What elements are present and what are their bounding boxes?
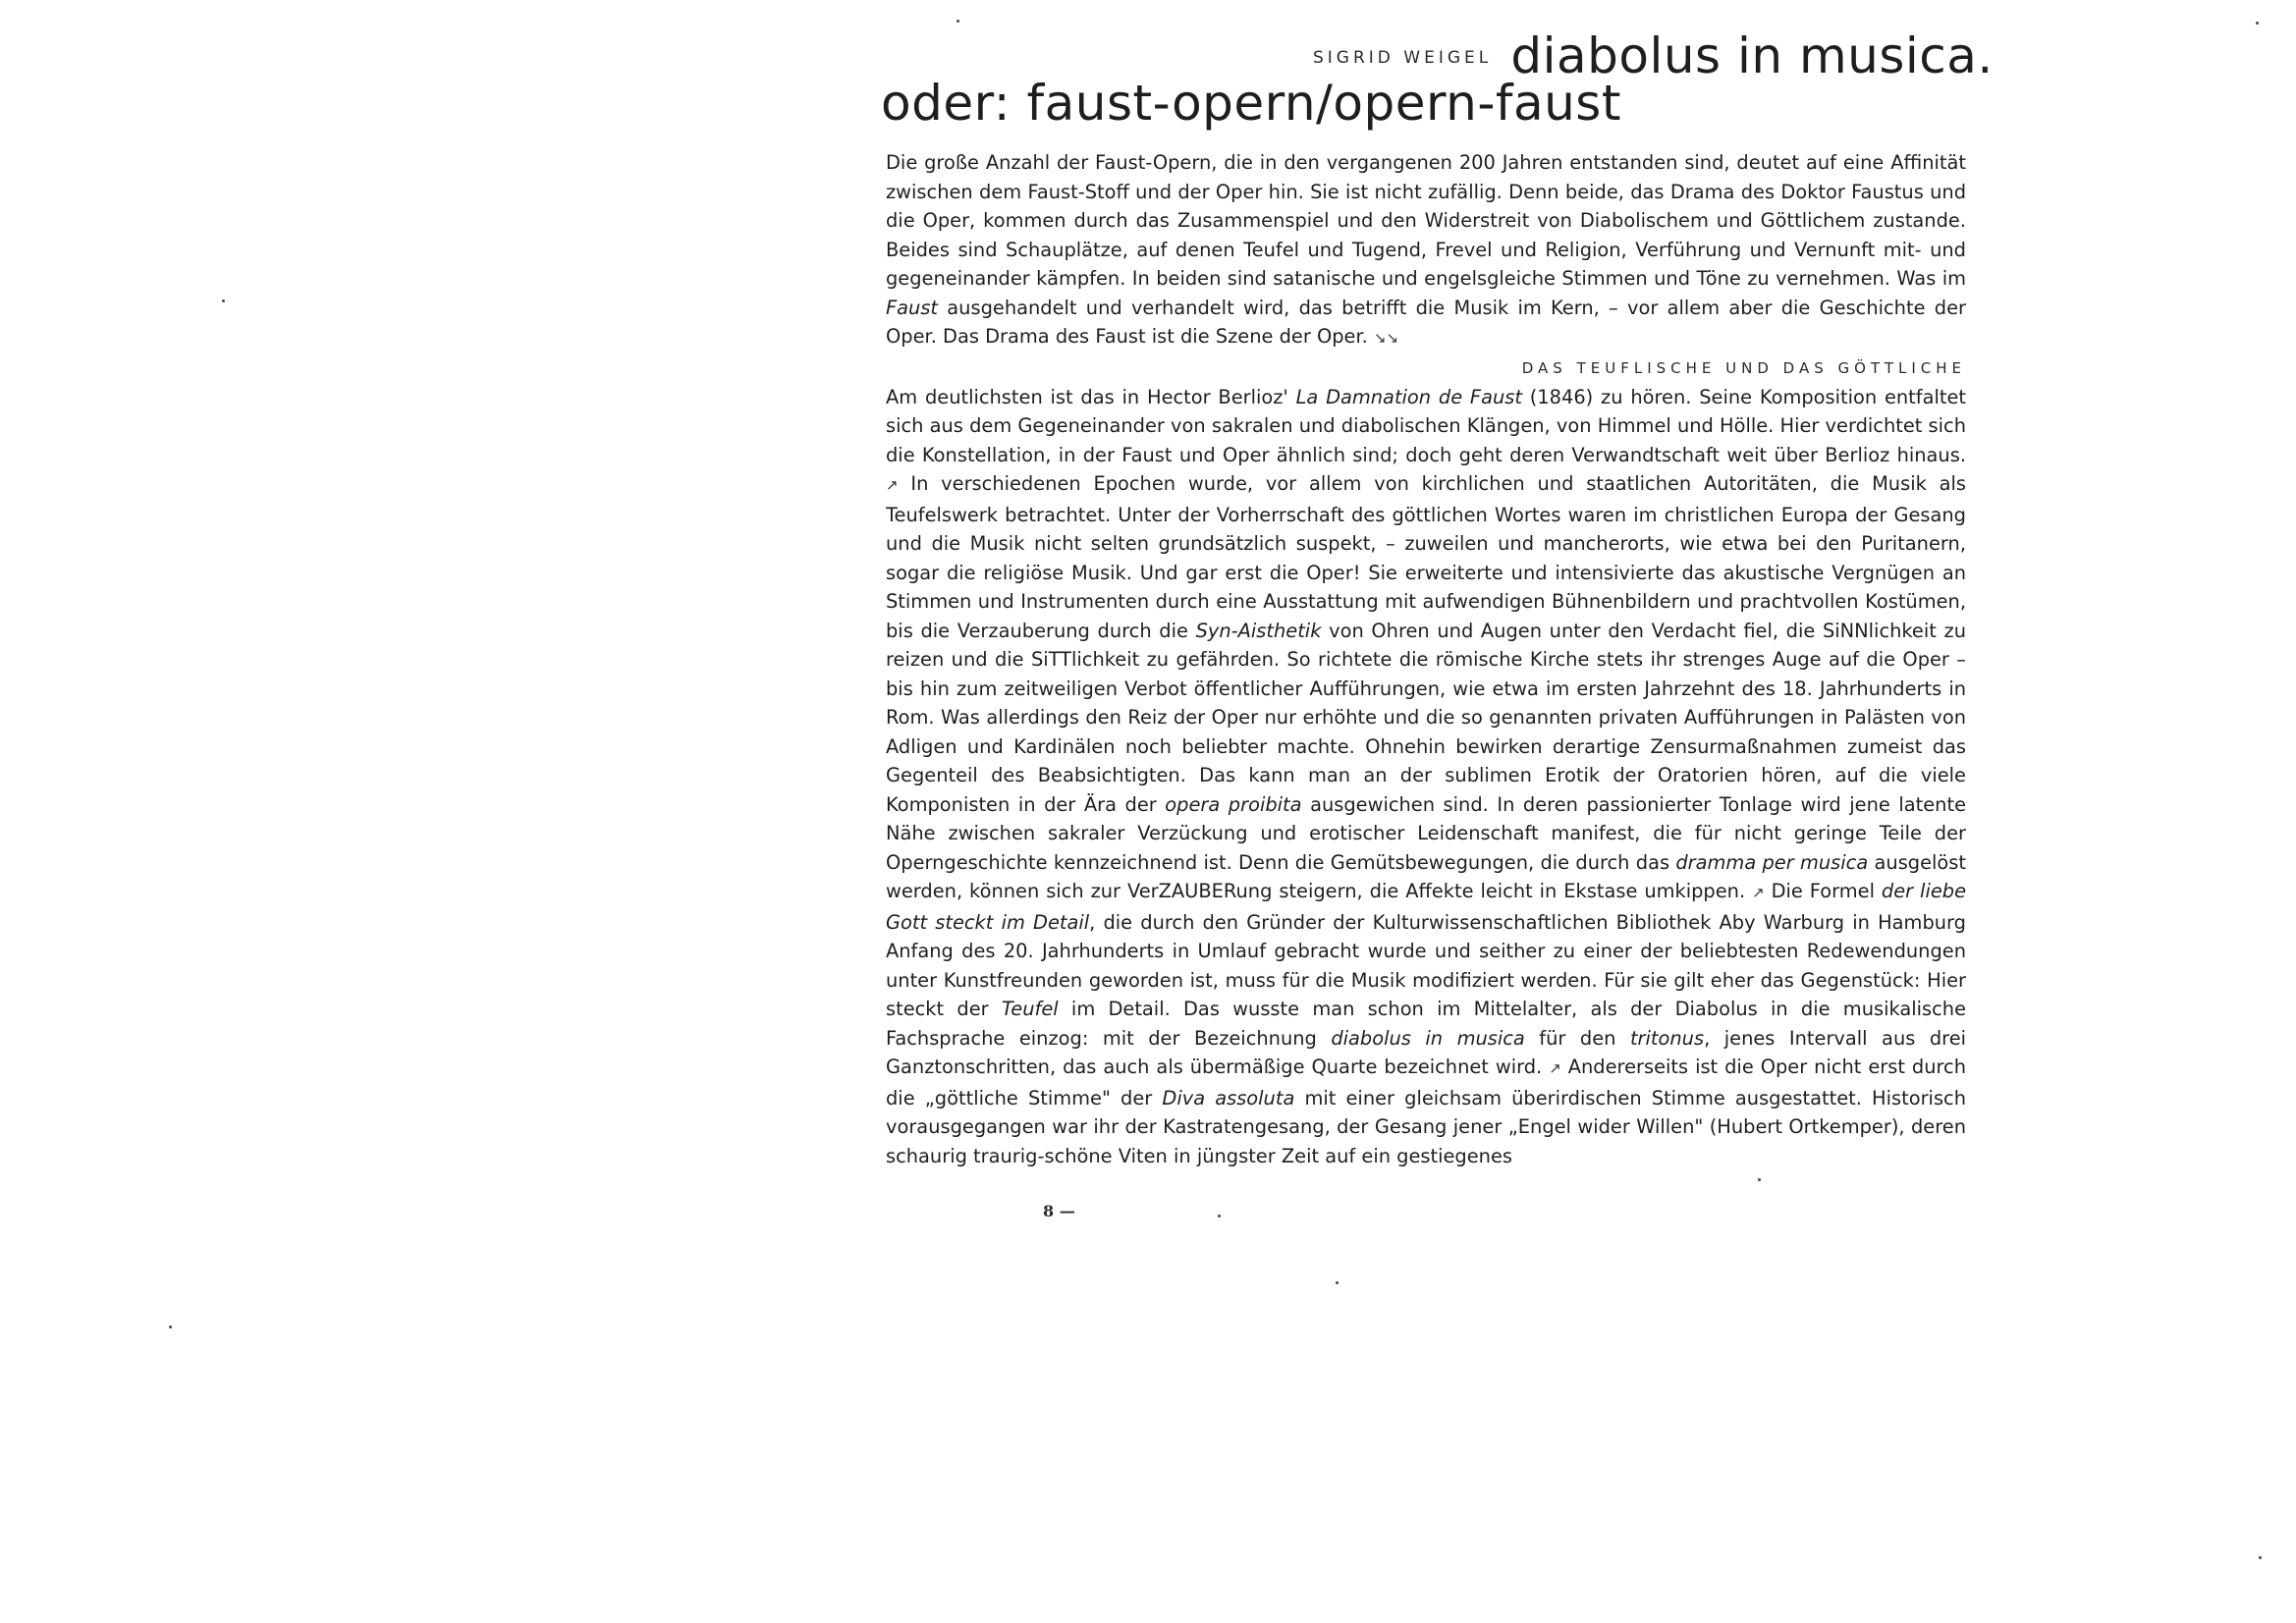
scan-speck (1336, 1281, 1339, 1284)
emphasis: Faust (886, 296, 939, 319)
scan-speck (2259, 1556, 2262, 1559)
emphasis: Syn-Aisthetik (1195, 619, 1322, 642)
text-run: ausgewichen sind. In deren passionierter Tonlage wird jene latente Nähe zwischen sakraler Verzückung und erotischer Leidenschaft manifest, die für nicht geringe Teile der Operngeschichte kennzeichnend ist. Denn die Gemütsbewegungen, die durch das (886, 792, 1967, 874)
scan-speck (222, 299, 225, 302)
text-run: ausgelöst werden, können sich zur VerZAUBERung steigern, die Affekte leicht in Ekstase umkippen. (886, 850, 1966, 902)
cross-reference-arrow-icon: ↗ (886, 476, 899, 494)
text-run: für den (1524, 1026, 1630, 1050)
text-run: , jenes Intervall aus drei Ganztonschritten, das auch als übermäßige Quarte bezeichnet wird. (886, 1026, 1967, 1078)
cross-reference-arrow-icon: ↗ (1549, 1059, 1561, 1077)
emphasis: dramma per musica (1675, 850, 1869, 874)
author-name: SIGRID WEIGEL (1313, 48, 1493, 68)
scan-speck (2256, 22, 2259, 25)
emphasis: opera proibita (1165, 792, 1302, 816)
scan-speck (1218, 1215, 1221, 1217)
article-body (886, 148, 1966, 1170)
text-run: Am deutlichsten ist das in Hector Berlioz' (886, 385, 1296, 408)
text-run: Andererseits ist die Oper nicht erst durch die „göttliche Stimme" der (886, 1055, 1967, 1109)
text-run: Die große Anzahl der Faust-Opern, die in den vergangenen 200 Jahren entstanden sind, deutet auf eine Affinität zwischen dem Faust-Stoff und der Oper hin. Sie ist nicht zufällig. Denn beide, das Drama des Doktor Faustus und die Oper, kommen durch das Zusammenspiel und den Widerstreit von Diabolischem und Göttlichem zustande. Beides sind Schauplätze, auf denen Teufel und Tugend, Frevel und Religion, Verführung und Vernunft mit- und gegeneinander kämpfen. In beiden sind satanische und engelsgleiche Stimmen und Töne zu vernehmen. Was im (886, 151, 1966, 290)
text-run: ausgehandelt und verhandelt wird, das betrifft die Musik im Kern, – vor allem aber die Geschichte der Oper. Das Drama des Faust ist die Szene der Oper. (886, 296, 1966, 348)
page-number: 8 — (1043, 1202, 1075, 1220)
emphasis: Teufel (1001, 998, 1059, 1020)
paragraph-intro (886, 148, 1966, 353)
scan-speck (169, 1325, 172, 1328)
section-heading: DAS TEUFLISCHE UND DAS GÖTTLICHE (1521, 358, 1966, 377)
text-run: Die Formel (1764, 880, 1882, 902)
emphasis: Diva assoluta (1162, 1086, 1295, 1109)
emphasis: La Damnation de Faust (1295, 385, 1522, 408)
article-subtitle (881, 75, 1621, 132)
emphasis: diabolus in musica (1331, 1026, 1525, 1050)
scan-speck (957, 20, 959, 23)
article-subtitle-text: oder: faust-opern/opern-faust (881, 75, 1621, 132)
paragraph-main (886, 383, 1966, 1171)
scan-speck (1758, 1178, 1761, 1181)
text-run: mit einer gleichsam überirdischen Stimme ausgestattet. Historisch vorausgegangen war ihr der Kastratengesang, der Gesang jener „Engel wider Willen" (Hubert Ortkemper), deren schaurig traurig-schöne Viten in jüngster Zeit auf ein gestiegenes (886, 1086, 1966, 1167)
cross-reference-arrow-icon: ↘↘ (1373, 329, 1399, 347)
article-title: diabolus in musica. (1510, 27, 1994, 84)
text-run: im Detail. Das wusste man schon im Mittelalter, als der Diabolus in die musikalische Fachsprache einzog: mit der Bezeichnung (886, 998, 1966, 1050)
emphasis: tritonus (1629, 1026, 1705, 1050)
text-run: (1846) zu hören. Seine Komposition entfaltet sich aus dem Gegeneinander von sakralen und diabolischen Klängen, von Himmel und Hölle. Hier verdichtet sich die Konstellation, in der Faust und Oper ähnlich sind; doch geht deren Verwandtschaft weit über Berlioz hinaus. (886, 385, 1967, 466)
emphasis: der liebe Gott steckt im Detail (886, 880, 1967, 934)
cross-reference-arrow-icon: ↗ (1752, 884, 1765, 901)
text-run: In verschiedenen Epochen wurde, vor allem von kirchlichen und staatlichen Autoritäten, die Musik als Teufelswerk betrachtet. Unter der Vorherrschaft des göttlichen Wortes waren im christlichen Europa der Gesang und die Musik nicht selten grundsätzlich suspekt, – zuweilen und mancherorts, wie etwa bei den Puritanern, sogar die religiöse Musik. Und gar erst die Oper! Sie erweiterte und intensivierte das akustische Vergnügen an Stimmen und Instrumenten durch eine Ausstattung mit aufwendigen Bühnenbildern und prachtvollen Kostümen, bis die Verzauberung durch die (886, 472, 1966, 642)
text-run: von Ohren und Augen unter den Verdacht fiel, die SiNNlichkeit zu reizen und die SiTTlichkeit zu gefährden. So richtete die römische Kirche stets ihr strenges Auge auf die Oper – bis hin zum zeitweiligen Verbot öffentlicher Aufführungen, wie etwa im ersten Jahrzehnt des 18. Jahrhunderts in Rom. Was allerdings den Reiz der Oper nur erhöhte und die so genannten privaten Aufführungen in Palästen von Adligen und Kardinälen noch beliebter machte. Ohnehin bewirken derartige Zensurmaßnahmen zumeist das Gegenteil des Beabsichtigten. Das kann man an der sublimen Erotik der Oratorien hören, auf die viele Komponisten in der Ära der (886, 619, 1966, 816)
text-run: , die durch den Gründer der Kulturwissenschaftlichen Bibliothek Aby Warburg in Hamburg Anfang des 20. Jahrhunderts in Umlauf gebracht wurde und seither zu einer der beliebtesten Redewendungen unter Kunstfreunden geworden ist, muss für die Musik modifiziert werden. Für sie gilt eher das Gegenstück: Hier steckt der (886, 910, 1966, 1020)
